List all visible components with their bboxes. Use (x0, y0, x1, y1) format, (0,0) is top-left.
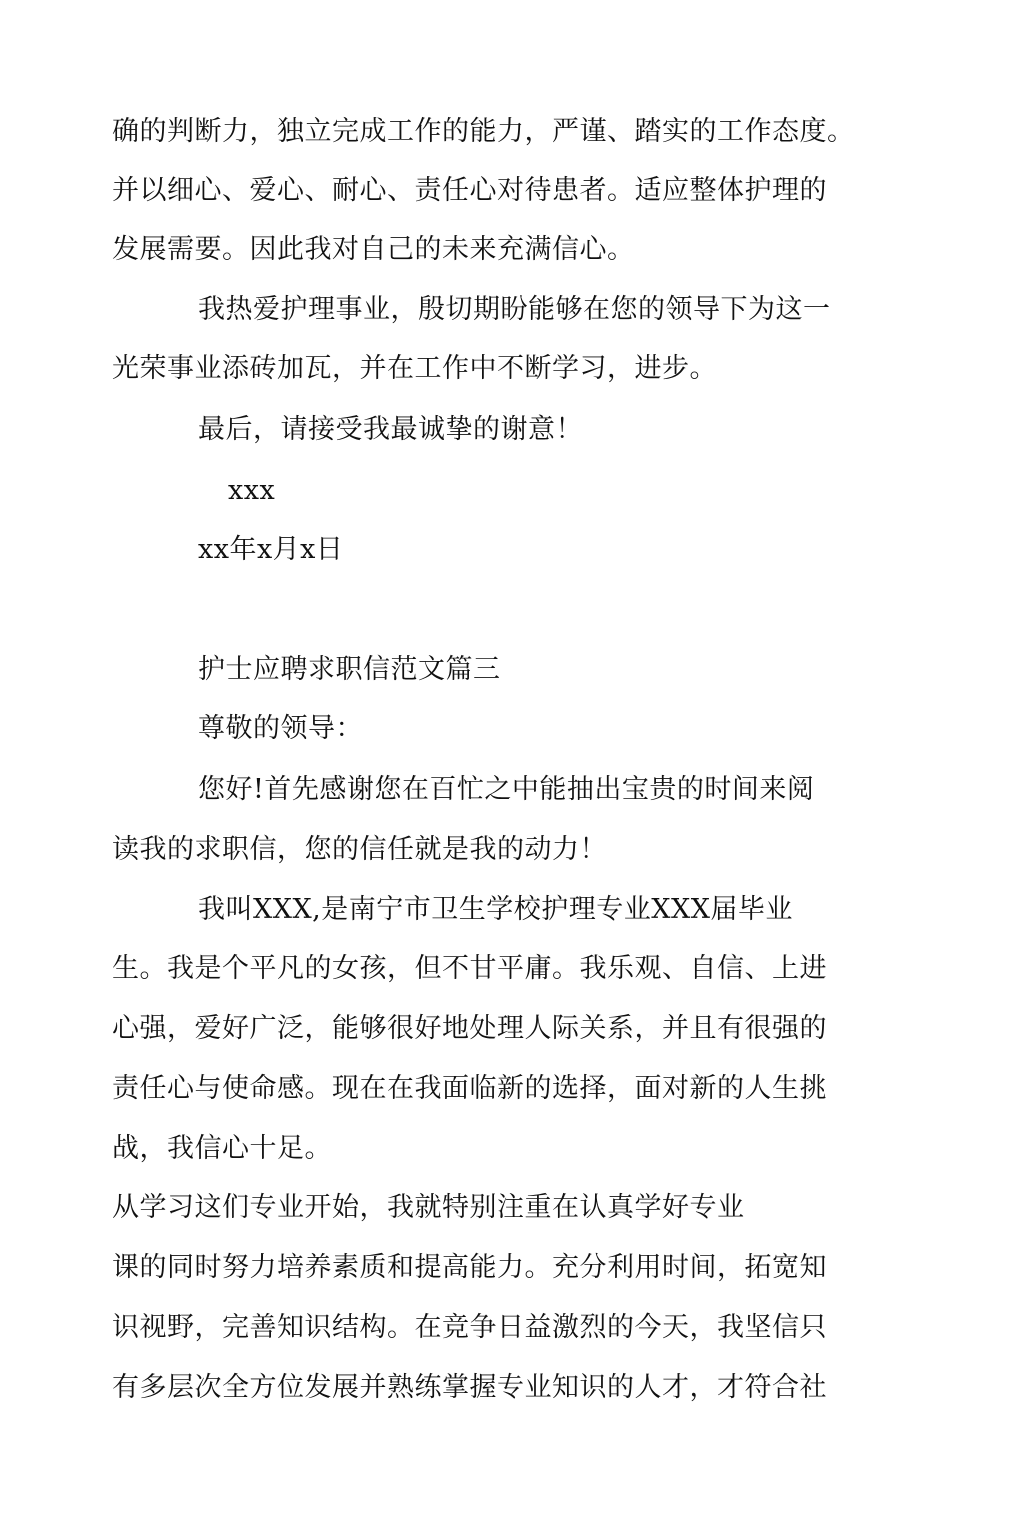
section-title: 护士应聘求职信范文篇三 (198, 654, 501, 685)
closing-line: 最后，请接受我最诚挚的谢意！ (198, 414, 583, 445)
paragraph-line: 您好!首先感谢您在百忙之中能抽出宝贵的时间来阅 (198, 774, 815, 805)
paragraph-line: 识视野，完善知识结构。在竞争日益激烈的今天，我坚信只 (112, 1312, 827, 1343)
salutation: 尊敬的领导： (198, 713, 363, 744)
signature-date: xx年x月x日 (198, 534, 344, 565)
signature-name: xxx (228, 475, 276, 506)
paragraph-line: 有多层次全方位发展并熟练掌握专业知识的人才，才符合社 (112, 1372, 827, 1403)
paragraph-line: 光荣事业添砖加瓦，并在工作中不断学习，进步。 (112, 353, 717, 384)
paragraph-line: 读我的求职信，您的信任就是我的动力！ (112, 834, 607, 865)
paragraph-line: 生。我是个平凡的女孩，但不甘平庸。我乐观、自信、上进 (112, 953, 827, 984)
paragraph-line: 我叫XXX,是南宁市卫生学校护理专业XXX届毕业 (198, 894, 793, 925)
paragraph-line: 课的同时努力培养素质和提高能力。充分利用时间，拓宽知 (112, 1252, 827, 1283)
paragraph-line: 我热爱护理事业，殷切期盼能够在您的领导下为这一 (198, 294, 831, 325)
paragraph-line: 责任心与使命感。现在在我面临新的选择，面对新的人生挑 (112, 1073, 827, 1104)
paragraph-line: 心强，爱好广泛，能够很好地处理人际关系，并且有很强的 (112, 1013, 827, 1044)
paragraph-line: 从学习这们专业开始，我就特别注重在认真学好专业 (112, 1192, 745, 1223)
paragraph-line: 确的判断力，独立完成工作的能力，严谨、踏实的工作态度。 (112, 116, 855, 147)
paragraph-line: 并以细心、爱心、耐心、责任心对待患者。适应整体护理的 (112, 175, 827, 206)
paragraph-line: 战，我信心十足。 (112, 1133, 332, 1164)
paragraph-line: 发展需要。因此我对自己的未来充满信心。 (112, 234, 635, 265)
